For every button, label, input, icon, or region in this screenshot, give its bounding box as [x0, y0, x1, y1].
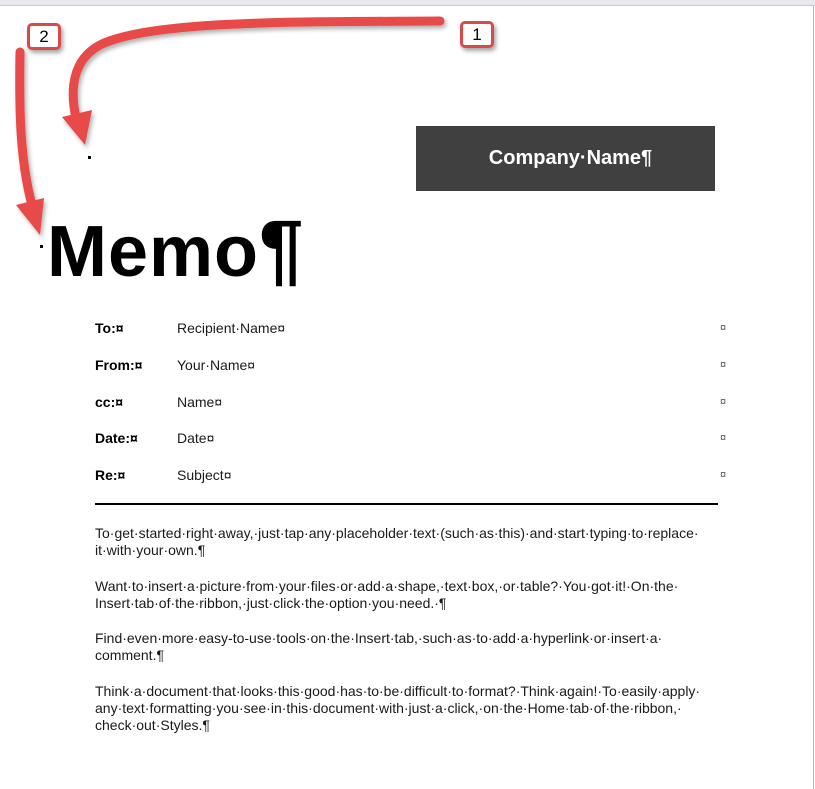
company-name-box[interactable] [416, 126, 715, 191]
date-label: Date:¤ [95, 430, 138, 446]
header-row-to[interactable] [95, 320, 735, 340]
re-value[interactable]: Subject¤ [177, 467, 232, 483]
header-row-cc[interactable] [95, 394, 735, 414]
callout-1-label: 1 [472, 24, 482, 44]
callout-1 [460, 21, 494, 48]
body-paragraph-4[interactable]: Think·a·document·that·looks·this·good·has·to·be·difficult·to·format?·Think·again!·To·easily·apply· any·text·formatting·you·see·in·this·document·with·just·a·click,·on·the·Home·tab·of·the·ribbon,· check·out·Styles.¶ [95, 683, 701, 733]
body-paragraph-3[interactable]: Find·even·more·easy-to-use·tools·on·the·Insert·tab,·such·as·to·add·a·hyperlink·or·insert·a· comment.¶ [95, 630, 663, 663]
to-label: To:¤ [95, 320, 124, 336]
cc-value[interactable]: Name¤ [177, 394, 223, 410]
arrow-2-head [16, 198, 44, 235]
cell-end-mark: ¤ [720, 359, 727, 371]
callout-2-label: 2 [39, 26, 49, 46]
date-value[interactable]: Date¤ [177, 430, 215, 446]
cell-end-mark: ¤ [720, 396, 727, 408]
cell-end-mark: ¤ [720, 432, 727, 444]
to-value[interactable]: Recipient·Name¤ [177, 320, 286, 336]
re-label: Re:¤ [95, 467, 126, 483]
cell-end-mark: ¤ [720, 469, 727, 481]
header-row-date[interactable] [95, 430, 735, 450]
body-paragraph-2[interactable]: Want·to·insert·a·picture·from·your·files·or·add·a·shape,·text·box,·or·table?·You·got·it!·On·the· Insert·tab·of·the·ribbon,·just·click·the·option·you·need.·¶ [95, 578, 679, 611]
from-label: From:¤ [95, 357, 143, 373]
company-name: Company·Name¶ [488, 147, 653, 169]
from-value[interactable]: Your·Name¤ [177, 357, 256, 373]
cc-label: cc:¤ [95, 394, 124, 410]
header-divider [95, 503, 718, 505]
pilcrow-mark: ¶ [259, 204, 305, 293]
arrow-1-shaft [73, 21, 440, 118]
cell-end-mark: ¤ [720, 322, 727, 334]
arrow-2-shaft [20, 52, 32, 205]
arrow-1-head [62, 110, 92, 145]
empty-paragraph-mark-1 [88, 156, 91, 159]
callout-2 [27, 23, 61, 50]
header-row-from[interactable] [95, 357, 735, 377]
body-paragraph-1[interactable]: To·get·started·right·away,·just·tap·any·placeholder·text·(such·as·this)·and·start·typing·to·replace· it·with·your·own.¶ [95, 525, 699, 558]
empty-paragraph-mark-2 [40, 245, 43, 248]
memo-title-text: Memo [47, 212, 260, 292]
header-row-re[interactable] [95, 467, 735, 487]
memo-title[interactable] [47, 204, 305, 297]
